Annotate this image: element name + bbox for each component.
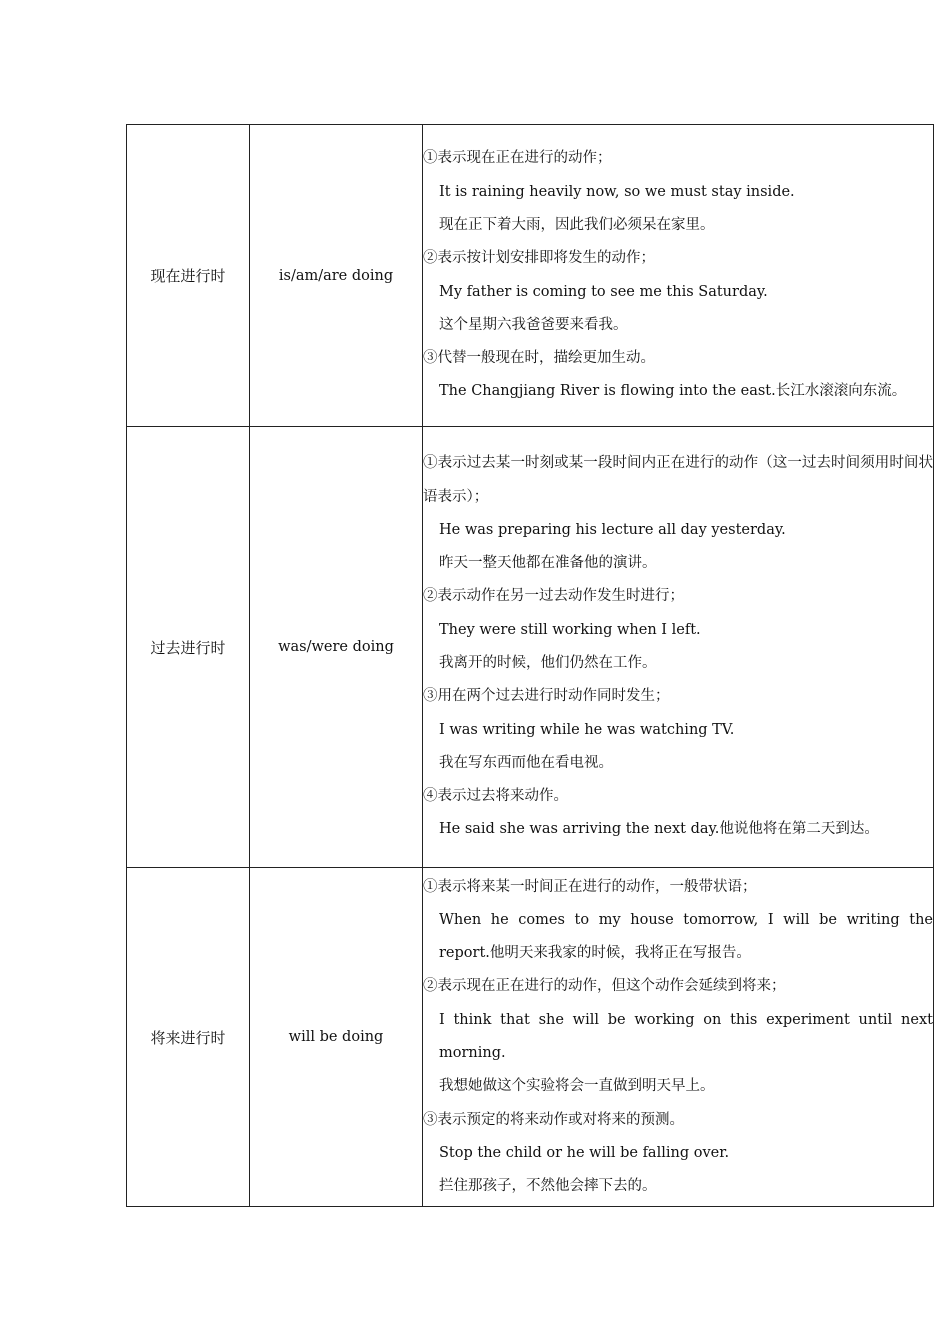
usage-line: ③用在两个过去进行时动作同时发生； [423,688,670,705]
table-row [127,125,934,427]
tense-table [126,124,934,1207]
usage-line: ①表示现在正在进行的动作； [423,150,612,167]
usage-line: ③代替一般现在时，描绘更加生动。 [423,350,655,367]
usage-line: 我在写东西而他在看电视。 [439,754,613,771]
tense-usage [423,868,934,1207]
tense-usage [423,125,934,427]
usage-line: It is raining heavily now, so we must stay inside. [439,183,795,200]
usage-line: 昨天一整天他都在准备他的演讲。 [439,555,657,572]
tense-form: was/were doing [250,427,423,868]
usage-line: ②表示现在正在进行的动作，但这个动作会延续到将来； [423,978,786,995]
usage-line: They were still working when I left. [439,621,701,638]
table-row [127,427,934,868]
usage-line: I was writing while he was watching TV. [439,721,735,738]
usage-line: He was preparing his lecture all day yesterday. [439,521,786,538]
usage-line: I think that she will be working on this experiment until next morning. [439,1011,933,1061]
usage-line: When he comes to my house tomorrow, I will be writing the report.他明天来我家的时候，我将正在写报告。 [439,911,933,962]
usage-line: 这个星期六我爸爸要来看我。 [439,316,628,333]
usage-line: ③表示预定的将来动作或对将来的预测。 [423,1111,684,1128]
usage-line: 现在正下着大雨，因此我们必须呆在家里。 [439,216,715,233]
tense-name: 将来进行时 [127,868,250,1207]
usage-line: He said she was arriving the next day.他说他将在第二天到达。 [439,821,879,838]
usage-line: ②表示按计划安排即将发生的动作； [423,250,655,267]
usage-line: ①表示过去某一时刻或某一段时间内正在进行的动作（这一过去时间须用时间状语表示）； [423,455,933,505]
tense-usage [423,427,934,868]
tense-name: 现在进行时 [127,125,250,427]
usage-line: ①表示将来某一时间正在进行的动作，一般带状语； [423,878,757,895]
usage-line: Stop the child or he will be falling over. [439,1144,730,1161]
tense-name: 过去进行时 [127,427,250,868]
usage-line: 我想她做这个实验将会一直做到明天早上。 [439,1078,715,1095]
usage-line: ②表示动作在另一过去动作发生时进行； [423,588,684,605]
usage-line: 我离开的时候，他们仍然在工作。 [439,655,657,671]
usage-line: ④表示过去将来动作。 [423,788,568,805]
usage-line: The Changjiang River is flowing into the east.长江水滚滚向东流。 [439,383,907,400]
tense-form: will be doing [250,868,423,1207]
tense-form: is/am/are doing [250,125,423,427]
usage-line: My father is coming to see me this Saturday. [439,283,768,300]
usage-line: 拦住那孩子，不然他会摔下去的。 [439,1178,657,1195]
table-row [127,868,934,1207]
